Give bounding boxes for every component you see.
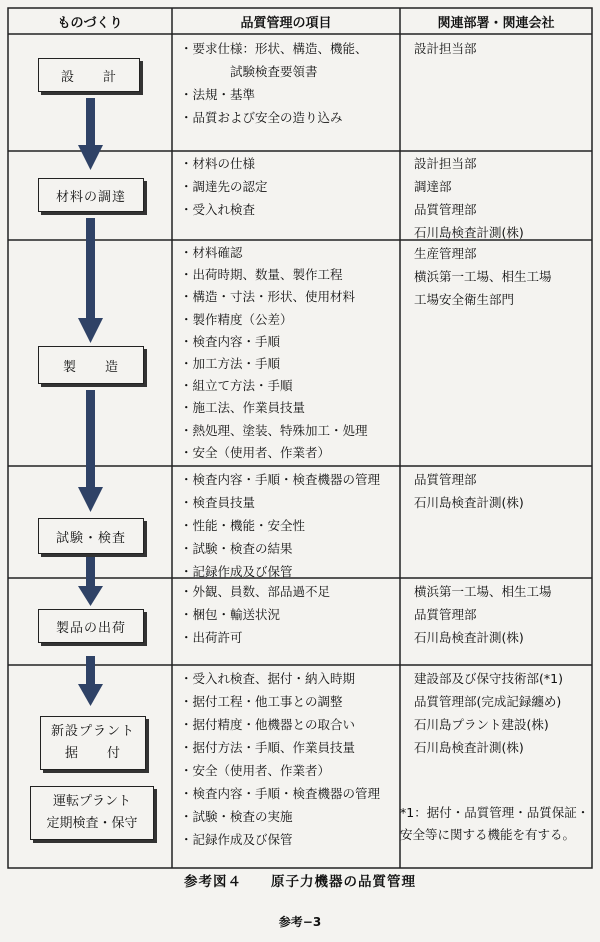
page-number: 参考−3: [278, 915, 322, 929]
design-item: ・要求仕様：形状、構造、機能、: [180, 41, 368, 56]
testing-item: ・記録作成及び保管: [180, 564, 293, 579]
shipping-item: ・外観、員数、部品過不足: [180, 584, 331, 599]
stage-manufacturing-box: 製 造: [38, 346, 144, 384]
header-quality-items: 品質管理の項目: [240, 16, 332, 31]
manufacturing-item: ・熱処理、塗装、特殊加工・処理: [180, 422, 368, 438]
installation-items: [180, 667, 380, 851]
manufacturing-dept: 工場安全衛生部門: [414, 292, 515, 307]
testing-item: ・性能・機能・安全性: [180, 518, 306, 533]
testing-item: ・試験・検査の結果: [180, 541, 293, 556]
installation-item: ・記録作成及び保管: [180, 832, 293, 847]
manufacturing-item: ・材料確認: [180, 245, 243, 260]
shipping-depts: [414, 580, 552, 649]
materials-dept: 調達部: [414, 179, 452, 194]
installation-item: ・安全（使用者、作業者）: [180, 763, 331, 778]
design-item: ・法規・基準: [180, 87, 256, 102]
design-dept: 設計担当部: [414, 41, 477, 56]
stage-materials-box: 材料の調達: [38, 178, 144, 212]
manufacturing-item: ・検査内容・手順: [180, 333, 281, 349]
stage-maintenance-box: [30, 786, 154, 840]
maintenance-label-line1: 運転プラント: [52, 794, 131, 809]
shipping-dept: 石川島検査計測(株): [414, 630, 524, 645]
design-depts: [414, 37, 477, 60]
installation-dept: 石川島検査計測(株): [414, 740, 524, 755]
manufacturing-depts: [414, 242, 552, 311]
manufacturing-item: ・出荷時期、数量、製作工程: [180, 267, 343, 283]
installation-item: ・受入れ検査、据付・納入時期: [180, 671, 356, 686]
manufacturing-item: ・構造・寸法・形状、使用材料: [180, 289, 356, 305]
figure-caption: 参考図４ 原子力機器の品質管理: [184, 874, 416, 890]
shipping-item: ・梱包・輸送状況: [180, 607, 281, 622]
manufacturing-item: ・安全（使用者、作業者）: [180, 444, 331, 460]
installation-item: ・据付方法・手順、作業員技量: [180, 740, 356, 755]
installation-item: ・据付工程・他工事との調整: [180, 694, 343, 709]
installation-depts: [414, 667, 563, 759]
design-items: [180, 37, 368, 129]
stage-shipping-box: 製品の出荷: [38, 609, 144, 643]
materials-item: ・受入れ検査: [180, 202, 256, 217]
materials-item: ・材料の仕様: [180, 156, 256, 171]
installation-label-line2: 据 付: [64, 746, 121, 761]
design-item: 試験検査要領書: [180, 64, 318, 79]
manufacturing-item: ・施工法、作業員技量: [180, 400, 306, 416]
stage-testing-box: 試験・検査: [38, 518, 144, 554]
manufacturing-dept: 生産管理部: [414, 246, 477, 261]
testing-dept: 品質管理部: [414, 472, 477, 487]
testing-item: ・検査員技量: [180, 495, 256, 510]
installation-item: ・検査内容・手順・検査機器の管理: [180, 786, 381, 801]
manufacturing-item: ・組立て方法・手順: [180, 378, 293, 394]
shipping-item: ・出荷許可: [180, 630, 243, 645]
stage-design-box: 設 計: [38, 58, 140, 92]
footnote: *1：据付・品質管理・品質保証・安全等に関する機能を有する。: [400, 805, 590, 842]
materials-dept: 石川島検査計測(株): [414, 225, 524, 240]
installation-item: ・試験・検査の実施: [180, 809, 293, 824]
manufacturing-dept: 横浜第一工場、相生工場: [414, 269, 552, 284]
manufacturing-item: ・加工方法・手順: [180, 356, 281, 372]
testing-item: ・検査内容・手順・検査機器の管理: [180, 472, 381, 487]
testing-depts: [414, 468, 524, 514]
installation-dept: 品質管理部(完成記録纏め): [414, 694, 562, 709]
header-related-depts: 関連部署・関連会社: [437, 16, 555, 31]
testing-items: [180, 468, 380, 583]
materials-item: ・調達先の認定: [180, 179, 268, 194]
manufacturing-item: ・製作精度（公差）: [180, 311, 293, 327]
maintenance-label-line2: 定期検査・保守: [46, 816, 138, 831]
installation-dept: 石川島プラント建設(株): [414, 717, 549, 732]
shipping-dept: 品質管理部: [414, 607, 477, 622]
testing-dept: 石川島検査計測(株): [414, 495, 524, 510]
design-item: ・品質および安全の造り込み: [180, 110, 343, 125]
shipping-dept: 横浜第一工場、相生工場: [414, 584, 552, 599]
installation-label-line1: 新設プラント: [50, 724, 135, 739]
installation-dept: 建設部及び保守技術部(*1): [414, 671, 563, 686]
materials-dept: 設計担当部: [414, 156, 477, 171]
shipping-items: [180, 580, 330, 649]
materials-items: [180, 152, 268, 221]
stage-installation-box: [40, 716, 146, 770]
manufacturing-items: [180, 242, 368, 464]
materials-dept: 品質管理部: [414, 202, 477, 217]
header-manufacturing: ものづくり: [57, 16, 123, 31]
materials-depts: [414, 152, 524, 244]
installation-item: ・据付精度・他機器との取合い: [180, 717, 356, 732]
